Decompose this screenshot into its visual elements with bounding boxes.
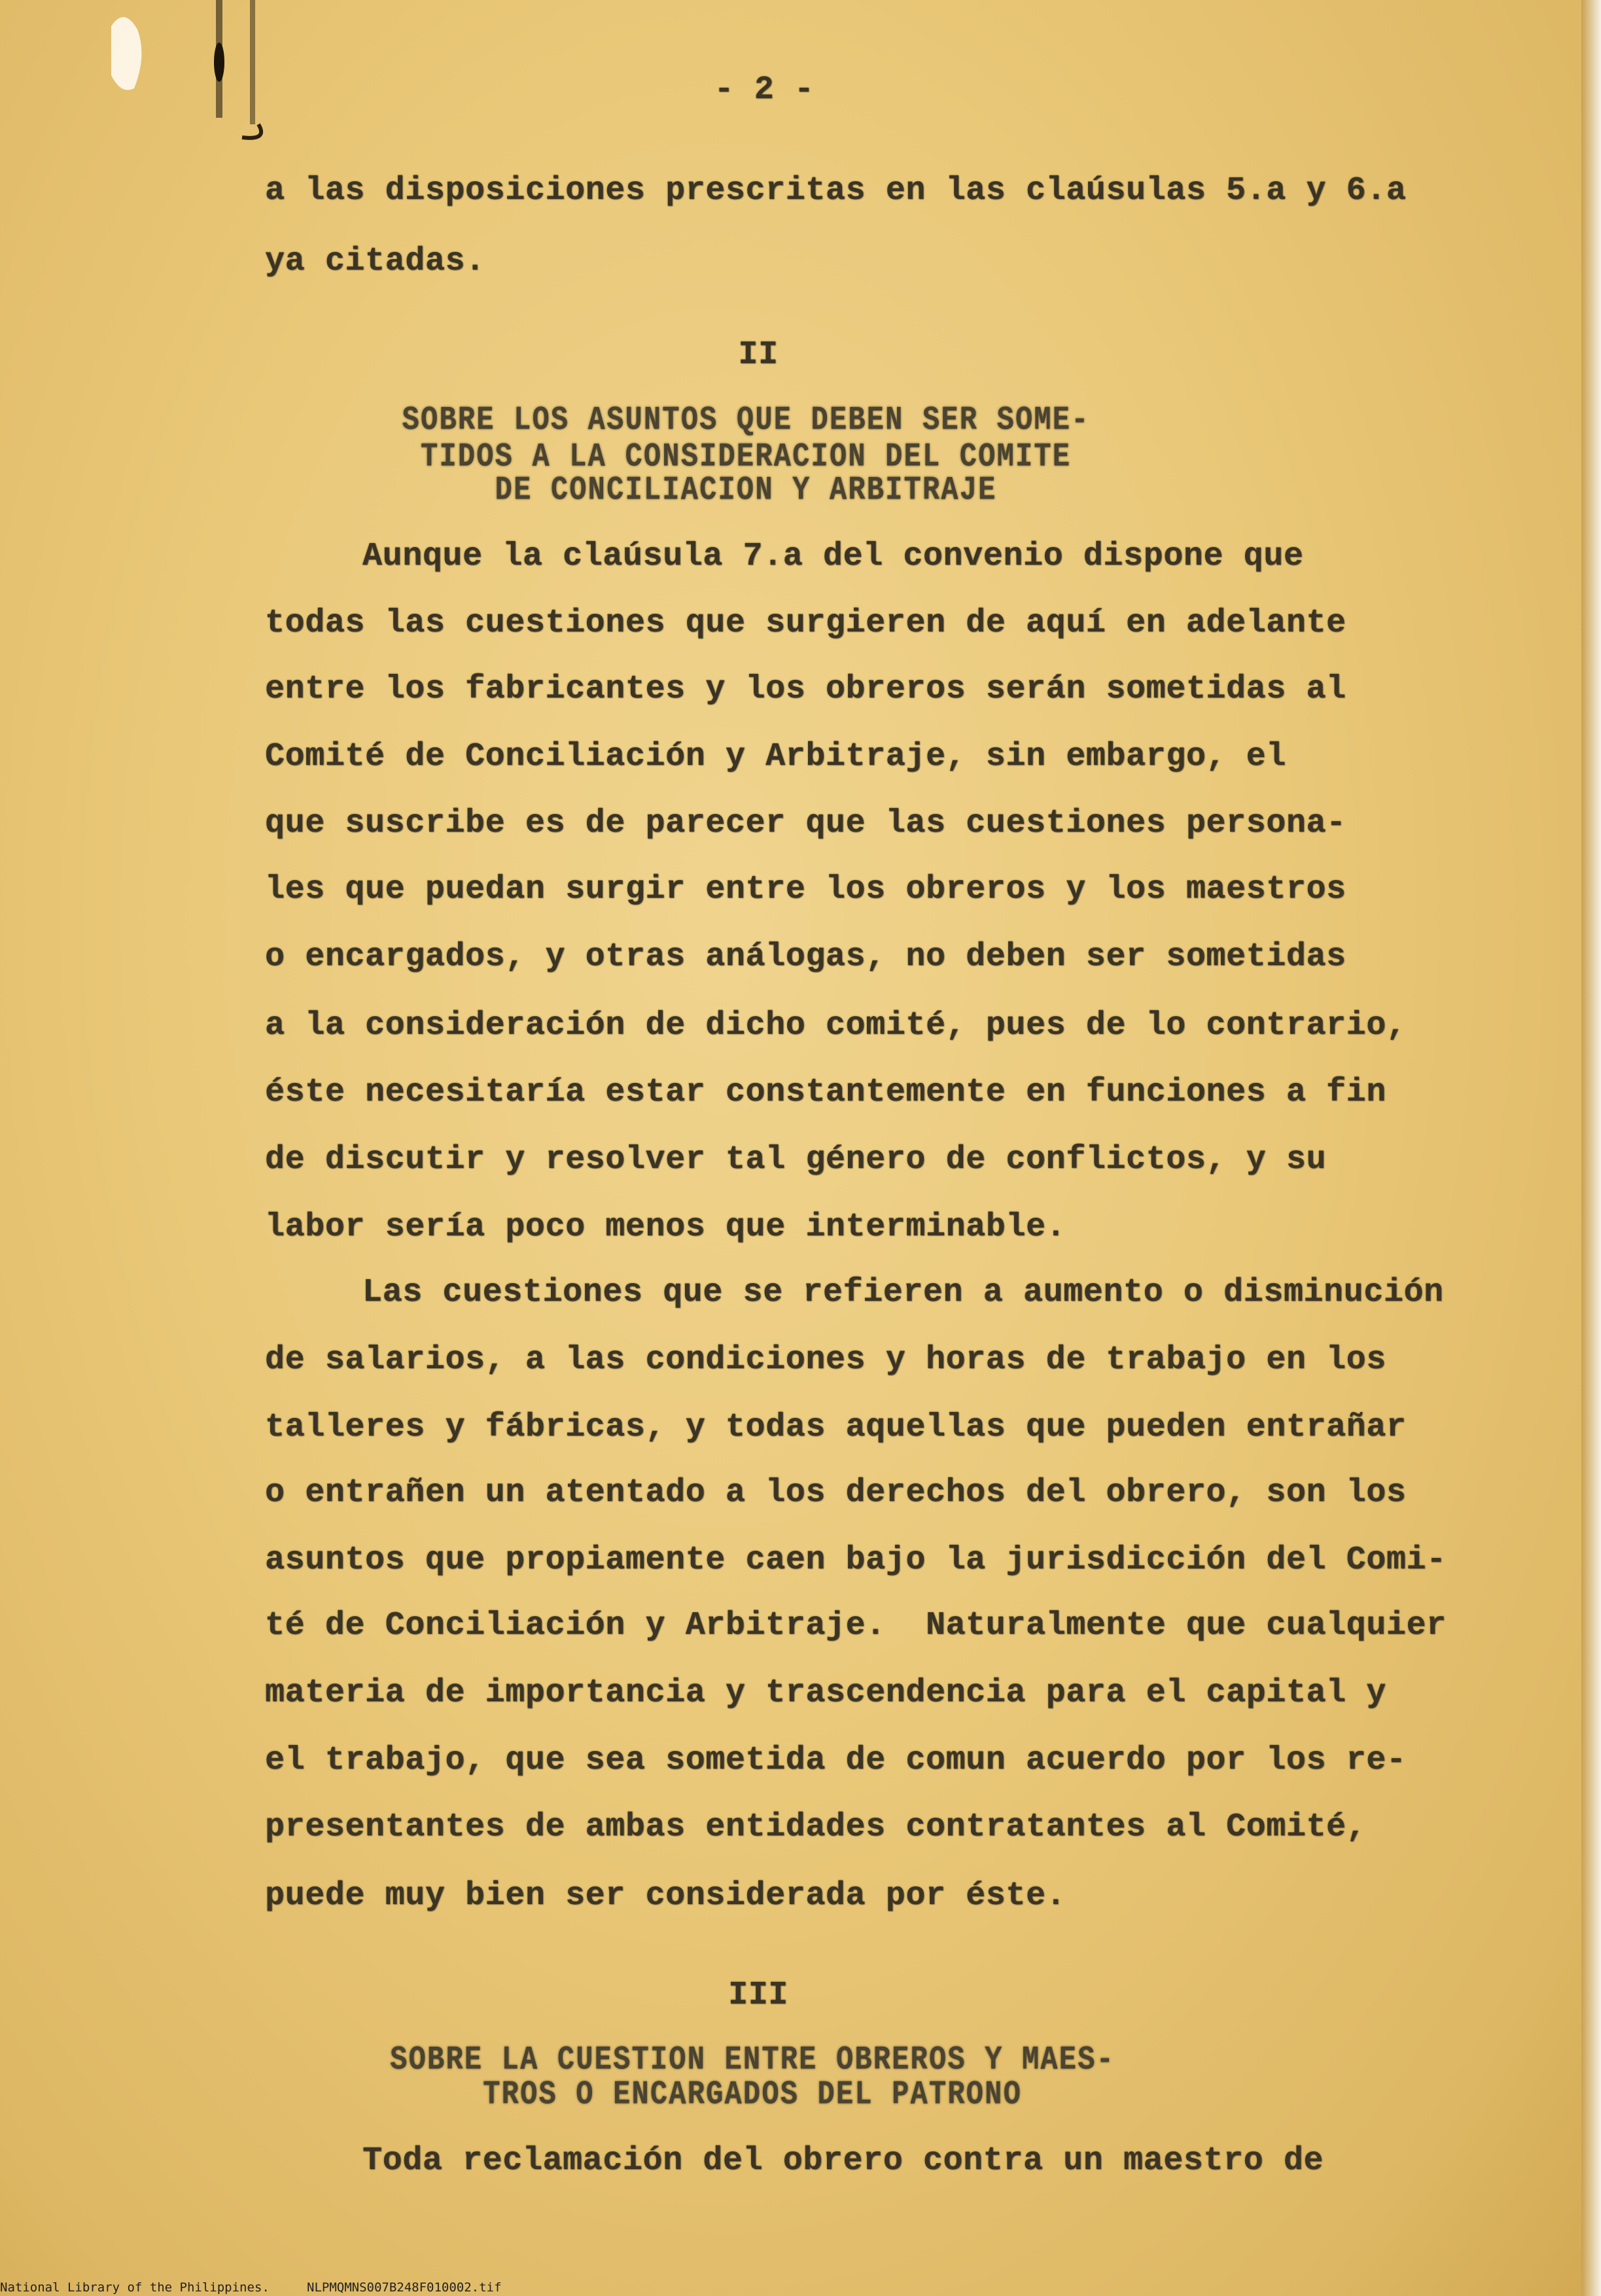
text-line: Las cuestiones que se refieren a aumento o disminución — [362, 1274, 1444, 1311]
text-line: materia de importancia y trascendencia para el capital y — [265, 1674, 1386, 1712]
text-line: a la consideración de dicho comité, pues de lo contrario, — [265, 1007, 1407, 1044]
text-line: que suscribe es de parecer que las cuestiones persona- — [265, 805, 1346, 842]
page-edge — [1581, 0, 1601, 2296]
text-line: ya citadas. — [265, 243, 485, 280]
text-line: el trabajo, que sea sometida de comun acuerdo por los re- — [265, 1742, 1407, 1779]
text-line: entre los fabricantes y los obreros serán sometidas al — [265, 671, 1346, 708]
text-line: talleres y fábricas, y todas aquellas que pueden entrañar — [265, 1409, 1407, 1446]
section-numeral: II — [738, 336, 779, 374]
binding-holes — [98, 0, 327, 157]
text-line: presentantes de ambas entidades contratantes al Comité, — [265, 1809, 1367, 1846]
text-line: de discutir y resolver tal género de conflictos, y su — [265, 1141, 1327, 1178]
footer-institution: National Library of the Philippines. — [0, 2280, 270, 2295]
text-line: o entrañen un atentado a los derechos del obrero, son los — [265, 1474, 1407, 1511]
text-line: Comité de Conciliación y Arbitraje, sin embargo, el — [265, 738, 1286, 775]
text-line: éste necesitaría estar constantemente en funciones a fin — [265, 1074, 1386, 1111]
text-line: todas las cuestiones que surgieren de aquí en adelante — [265, 605, 1346, 642]
section-numeral: III — [728, 1977, 788, 2014]
text-line: puede muy bien ser considerada por éste. — [265, 1877, 1066, 1915]
text-line: labor sería poco menos que interminable. — [265, 1209, 1066, 1246]
section-heading: TROS O ENCARGADOS DEL PATRONO — [483, 2076, 1022, 2114]
text-line: Toda reclamación del obrero contra un maestro de — [362, 2142, 1324, 2180]
text-line: té de Conciliación y Arbitraje. Naturalmente que cualquier — [265, 1607, 1447, 1644]
section-heading: TIDOS A LA CONSIDERACION DEL COMITE — [420, 438, 1072, 476]
text-line: asuntos que propiamente caen bajo la jurisdicción del Comi- — [265, 1542, 1447, 1579]
section-heading: SOBRE LOS ASUNTOS QUE DEBEN SER SOME- — [402, 402, 1090, 440]
text-line: Aunque la claúsula 7.a del convenio dispone que — [362, 538, 1304, 575]
section-heading: SOBRE LA CUESTION ENTRE OBREROS Y MAES- — [390, 2041, 1115, 2079]
text-line: les que puedan surgir entre los obreros y los maestros — [265, 871, 1346, 908]
section-heading: DE CONCILIACION Y ARBITRAJE — [495, 472, 997, 510]
scan-footer — [0, 2280, 501, 2295]
text-line: o encargados, y otras análogas, no deben ser sometidas — [265, 938, 1346, 976]
page-number: - 2 - — [714, 71, 815, 109]
text-line: de salarios, a las condiciones y horas de trabajo en los — [265, 1341, 1386, 1379]
text-line: a las disposiciones prescritas en las claúsulas 5.a y 6.a — [265, 172, 1407, 209]
footer-filename: NLPMQMNS007B248F010002.tif — [307, 2280, 502, 2295]
